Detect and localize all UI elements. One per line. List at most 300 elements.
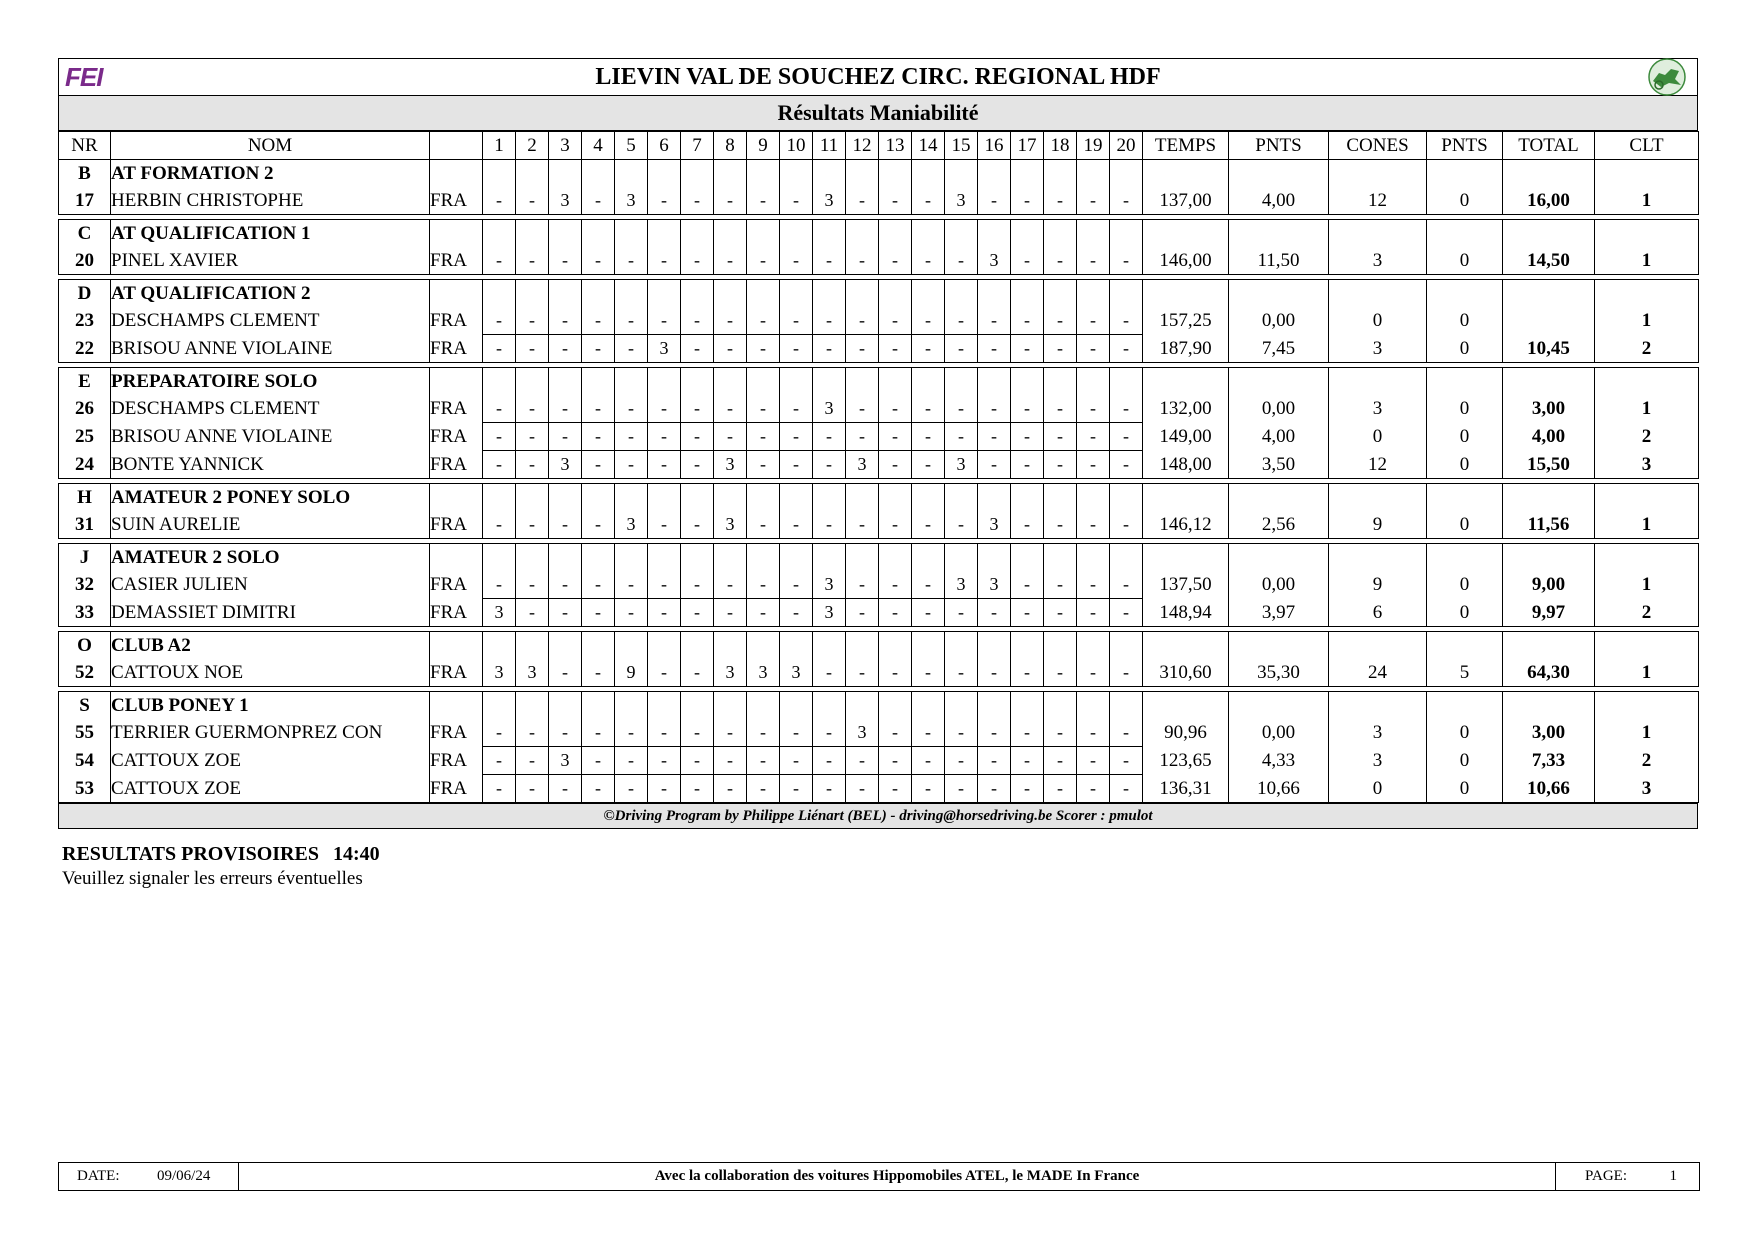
obstacle-penalty: -	[582, 659, 615, 687]
obstacle-penalty: -	[747, 511, 780, 539]
obstacle-penalty: -	[483, 451, 516, 479]
col-obstacle: 6	[648, 132, 681, 160]
blank-cell	[1110, 160, 1143, 188]
obstacle-penalty: -	[648, 775, 681, 803]
col-obstacle: 16	[978, 132, 1011, 160]
obstacle-penalty: -	[1011, 423, 1044, 451]
blank-cell	[1503, 160, 1595, 188]
time-points: 3,97	[1229, 599, 1329, 627]
blank-cell	[582, 160, 615, 188]
obstacle-penalty: 3	[747, 659, 780, 687]
time: 123,65	[1143, 747, 1229, 775]
obstacle-penalty: -	[912, 747, 945, 775]
competitor-row	[59, 747, 1699, 775]
results-sheet	[58, 58, 1698, 829]
obstacle-penalty: -	[615, 335, 648, 363]
blank-cell	[483, 160, 516, 188]
obstacle-penalty: -	[879, 307, 912, 335]
obstacle-penalty: -	[1044, 423, 1077, 451]
col-cones: CONES	[1329, 132, 1427, 160]
obstacle-penalty: -	[1110, 335, 1143, 363]
blank-cell	[681, 692, 714, 720]
obstacle-penalty: -	[846, 571, 879, 599]
obstacle-penalty: -	[846, 395, 879, 423]
obstacle-penalty: -	[978, 423, 1011, 451]
blank-cell	[648, 160, 681, 188]
blank-cell	[1044, 160, 1077, 188]
blank-cell	[1143, 692, 1229, 720]
obstacle-penalty: -	[615, 719, 648, 747]
blank-cell	[813, 160, 846, 188]
obstacle-penalty: -	[681, 423, 714, 451]
obstacle-penalty: -	[846, 247, 879, 275]
obstacle-penalty: -	[714, 335, 747, 363]
cone-points: 0	[1427, 747, 1503, 775]
obstacle-penalty: -	[1110, 511, 1143, 539]
obstacle-penalty: -	[879, 571, 912, 599]
ranking: 2	[1595, 335, 1699, 363]
obstacle-penalty: -	[582, 395, 615, 423]
obstacle-penalty: 3	[945, 187, 978, 215]
competitor-number: 31	[59, 511, 111, 539]
class-header-row	[59, 544, 1699, 572]
blank-cell	[1229, 368, 1329, 396]
time: 157,25	[1143, 307, 1229, 335]
blank-cell	[549, 692, 582, 720]
blank-cell	[813, 368, 846, 396]
obstacle-penalty: -	[516, 571, 549, 599]
blank-cell	[1503, 220, 1595, 248]
obstacle-penalty: -	[945, 747, 978, 775]
competitor-name: BONTE YANNICK	[111, 451, 430, 479]
blank-cell	[846, 160, 879, 188]
class-name: AT QUALIFICATION 1	[111, 220, 430, 248]
cone-points: 5	[1427, 659, 1503, 687]
obstacle-penalty: -	[846, 747, 879, 775]
blank-cell	[879, 220, 912, 248]
blank-cell	[780, 280, 813, 308]
obstacle-penalty: -	[1110, 659, 1143, 687]
blank-cell	[582, 280, 615, 308]
class-header-row	[59, 632, 1699, 660]
blank-cell	[714, 368, 747, 396]
time: 146,00	[1143, 247, 1229, 275]
blank-cell	[879, 280, 912, 308]
obstacle-penalty: -	[1011, 187, 1044, 215]
blank-cell	[516, 632, 549, 660]
competitor-row	[59, 719, 1699, 747]
total: 16,00	[1503, 187, 1595, 215]
competitor-row	[59, 395, 1699, 423]
obstacle-penalty: -	[879, 599, 912, 627]
blank-cell	[912, 632, 945, 660]
blank-cell	[945, 632, 978, 660]
blank-cell	[1427, 280, 1503, 308]
competitor-number: 53	[59, 775, 111, 803]
obstacle-penalty: -	[582, 719, 615, 747]
obstacle-penalty: -	[846, 187, 879, 215]
competitor-number: 24	[59, 451, 111, 479]
obstacle-penalty: 3	[549, 187, 582, 215]
obstacle-penalty: -	[879, 187, 912, 215]
obstacle-penalty: -	[582, 599, 615, 627]
blank-cell	[1077, 160, 1110, 188]
ranking: 1	[1595, 247, 1699, 275]
time-points: 2,56	[1229, 511, 1329, 539]
obstacle-penalty: -	[615, 247, 648, 275]
blank-cell	[483, 544, 516, 572]
cones: 12	[1329, 451, 1427, 479]
blank-cell	[912, 220, 945, 248]
blank-cell	[1011, 692, 1044, 720]
blank-cell	[813, 544, 846, 572]
obstacle-penalty: 3	[516, 659, 549, 687]
nation: FRA	[430, 307, 483, 335]
obstacle-penalty: -	[978, 451, 1011, 479]
obstacle-penalty: -	[1011, 335, 1044, 363]
competitor-number: 33	[59, 599, 111, 627]
competitor-name: CATTOUX ZOE	[111, 747, 430, 775]
class-name: AT FORMATION 2	[111, 160, 430, 188]
cones: 3	[1329, 719, 1427, 747]
obstacle-penalty: -	[912, 335, 945, 363]
competitor-row	[59, 451, 1699, 479]
total: 14,50	[1503, 247, 1595, 275]
obstacle-penalty: -	[813, 511, 846, 539]
blank-cell	[549, 544, 582, 572]
obstacle-penalty: -	[813, 335, 846, 363]
blank-cell	[516, 544, 549, 572]
competitor-row	[59, 511, 1699, 539]
program-credit: ©Driving Program by Philippe Liénart (BEL) - driving@horsedriving.be Scorer : pmulot	[58, 803, 1698, 829]
blank-cell	[1110, 544, 1143, 572]
obstacle-penalty: -	[483, 307, 516, 335]
blank-cell	[1110, 220, 1143, 248]
obstacle-penalty: -	[1077, 775, 1110, 803]
blank-cell	[430, 544, 483, 572]
obstacle-penalty: -	[912, 247, 945, 275]
obstacle-penalty: -	[945, 335, 978, 363]
obstacle-penalty: -	[846, 659, 879, 687]
col-obstacle: 18	[1044, 132, 1077, 160]
obstacle-penalty: -	[1077, 511, 1110, 539]
total: 9,00	[1503, 571, 1595, 599]
obstacle-penalty: -	[1110, 187, 1143, 215]
class-header-row	[59, 368, 1699, 396]
blank-cell	[978, 544, 1011, 572]
blank-cell	[1011, 544, 1044, 572]
obstacle-penalty: -	[912, 719, 945, 747]
obstacle-penalty: -	[681, 719, 714, 747]
total	[1503, 307, 1595, 335]
ranking: 1	[1595, 511, 1699, 539]
obstacle-penalty: -	[1011, 247, 1044, 275]
obstacle-penalty: -	[516, 511, 549, 539]
obstacle-penalty: -	[582, 335, 615, 363]
obstacle-penalty: -	[714, 307, 747, 335]
col-obstacle: 17	[1011, 132, 1044, 160]
obstacle-penalty: 3	[780, 659, 813, 687]
obstacle-penalty: -	[714, 423, 747, 451]
blank-cell	[1427, 544, 1503, 572]
cones: 12	[1329, 187, 1427, 215]
total: 10,45	[1503, 335, 1595, 363]
col-obstacle: 1	[483, 132, 516, 160]
obstacle-penalty: -	[483, 335, 516, 363]
obstacle-penalty: -	[1011, 775, 1044, 803]
blank-cell	[912, 160, 945, 188]
obstacle-penalty: -	[549, 423, 582, 451]
blank-cell	[1143, 220, 1229, 248]
blank-cell	[582, 368, 615, 396]
blank-cell	[1329, 160, 1427, 188]
obstacle-penalty: -	[714, 571, 747, 599]
obstacle-penalty: -	[912, 307, 945, 335]
obstacle-penalty: -	[978, 747, 1011, 775]
obstacle-penalty: -	[879, 775, 912, 803]
obstacle-penalty: -	[681, 659, 714, 687]
obstacle-penalty: -	[483, 247, 516, 275]
errors-note: Veuillez signaler les erreurs éventuelles	[62, 868, 363, 889]
class-code: O	[59, 632, 111, 660]
nation: FRA	[430, 775, 483, 803]
title-bar	[58, 58, 1698, 95]
obstacle-penalty: -	[1011, 747, 1044, 775]
obstacle-penalty: -	[681, 775, 714, 803]
nation: FRA	[430, 571, 483, 599]
blank-cell	[430, 220, 483, 248]
time: 148,00	[1143, 451, 1229, 479]
obstacle-penalty: -	[615, 451, 648, 479]
obstacle-penalty: -	[1044, 659, 1077, 687]
obstacle-penalty: -	[879, 395, 912, 423]
obstacle-penalty: -	[846, 423, 879, 451]
blank-cell	[1229, 544, 1329, 572]
blank-cell	[1110, 632, 1143, 660]
blank-cell	[1229, 692, 1329, 720]
obstacle-penalty: -	[1077, 335, 1110, 363]
blank-cell	[1110, 484, 1143, 512]
obstacle-penalty: -	[615, 423, 648, 451]
ranking: 1	[1595, 571, 1699, 599]
obstacle-penalty: -	[912, 451, 945, 479]
blank-cell	[978, 280, 1011, 308]
class-header-row	[59, 692, 1699, 720]
obstacle-penalty: -	[582, 307, 615, 335]
competitor-name: HERBIN CHRISTOPHE	[111, 187, 430, 215]
blank-cell	[747, 220, 780, 248]
blank-cell	[483, 632, 516, 660]
blank-cell	[430, 368, 483, 396]
obstacle-penalty: -	[780, 775, 813, 803]
col-temps: TEMPS	[1143, 132, 1229, 160]
cones: 0	[1329, 423, 1427, 451]
obstacle-penalty: -	[1110, 247, 1143, 275]
blank-cell	[846, 280, 879, 308]
obstacle-penalty: -	[912, 775, 945, 803]
blank-cell	[846, 632, 879, 660]
time-points: 0,00	[1229, 395, 1329, 423]
results-subtitle: Résultats Maniabilité	[58, 95, 1698, 131]
class-name: AMATEUR 2 SOLO	[111, 544, 430, 572]
col-obstacle: 10	[780, 132, 813, 160]
blank-cell	[1110, 368, 1143, 396]
blank-cell	[681, 632, 714, 660]
col-obstacle: 9	[747, 132, 780, 160]
obstacle-penalty: -	[483, 423, 516, 451]
competitor-name: DESCHAMPS CLEMENT	[111, 395, 430, 423]
provisional-time: 14:40	[332, 843, 380, 865]
col-obstacle: 20	[1110, 132, 1143, 160]
nation: FRA	[430, 719, 483, 747]
obstacle-penalty: -	[879, 511, 912, 539]
blank-cell	[879, 692, 912, 720]
obstacle-penalty: -	[978, 395, 1011, 423]
col-obstacle: 14	[912, 132, 945, 160]
obstacle-penalty: -	[978, 599, 1011, 627]
results-table	[58, 131, 1699, 803]
obstacle-penalty: -	[681, 335, 714, 363]
blank-cell	[1229, 484, 1329, 512]
blank-cell	[1503, 368, 1595, 396]
obstacle-penalty: -	[582, 423, 615, 451]
obstacle-penalty: -	[681, 451, 714, 479]
time: 310,60	[1143, 659, 1229, 687]
obstacle-penalty: -	[945, 307, 978, 335]
blank-cell	[780, 692, 813, 720]
time-points: 11,50	[1229, 247, 1329, 275]
obstacle-penalty: -	[1077, 719, 1110, 747]
competitor-row	[59, 335, 1699, 363]
obstacle-penalty: -	[1011, 571, 1044, 599]
blank-cell	[582, 692, 615, 720]
competitor-number: 17	[59, 187, 111, 215]
obstacle-penalty: 3	[714, 451, 747, 479]
blank-cell	[747, 632, 780, 660]
obstacle-penalty: -	[813, 775, 846, 803]
blank-cell	[516, 160, 549, 188]
obstacle-penalty: -	[648, 659, 681, 687]
blank-cell	[1011, 220, 1044, 248]
obstacle-penalty: -	[1110, 571, 1143, 599]
obstacle-penalty: -	[549, 335, 582, 363]
blank-cell	[846, 692, 879, 720]
obstacle-penalty: -	[648, 307, 681, 335]
competitor-name: DESCHAMPS CLEMENT	[111, 307, 430, 335]
blank-cell	[813, 280, 846, 308]
blank-cell	[1329, 220, 1427, 248]
competitor-row	[59, 247, 1699, 275]
obstacle-penalty: -	[714, 719, 747, 747]
class-code: B	[59, 160, 111, 188]
obstacle-penalty: -	[780, 335, 813, 363]
cone-points: 0	[1427, 395, 1503, 423]
provisional-label: RESULTATS PROVISOIRES	[62, 843, 319, 865]
col-obstacle: 7	[681, 132, 714, 160]
obstacle-penalty: -	[1110, 747, 1143, 775]
blank-cell	[1503, 692, 1595, 720]
obstacle-penalty: -	[978, 335, 1011, 363]
obstacle-penalty: -	[648, 747, 681, 775]
blank-cell	[945, 220, 978, 248]
obstacle-penalty: -	[516, 423, 549, 451]
obstacle-penalty: -	[1077, 747, 1110, 775]
ranking: 2	[1595, 423, 1699, 451]
obstacle-penalty: 3	[945, 451, 978, 479]
obstacle-penalty: 3	[483, 659, 516, 687]
obstacle-penalty: -	[483, 571, 516, 599]
obstacle-penalty: 3	[648, 335, 681, 363]
class-code: H	[59, 484, 111, 512]
cones: 3	[1329, 395, 1427, 423]
blank-cell	[978, 484, 1011, 512]
obstacle-penalty: -	[1011, 395, 1044, 423]
obstacle-penalty: -	[1044, 307, 1077, 335]
blank-cell	[615, 220, 648, 248]
obstacle-penalty: 3	[714, 659, 747, 687]
obstacle-penalty: -	[582, 247, 615, 275]
cone-points: 0	[1427, 511, 1503, 539]
obstacle-penalty: -	[516, 187, 549, 215]
blank-cell	[1427, 160, 1503, 188]
blank-cell	[945, 484, 978, 512]
obstacle-penalty: -	[1077, 659, 1110, 687]
blank-cell	[1044, 692, 1077, 720]
cones: 9	[1329, 571, 1427, 599]
col-obstacle: 15	[945, 132, 978, 160]
blank-cell	[1427, 220, 1503, 248]
obstacle-penalty: -	[846, 775, 879, 803]
obstacle-penalty: -	[912, 395, 945, 423]
blank-cell	[430, 280, 483, 308]
obstacle-penalty: -	[978, 307, 1011, 335]
blank-cell	[978, 368, 1011, 396]
obstacle-penalty: -	[1011, 451, 1044, 479]
page-number: 1	[1669, 1168, 1677, 1184]
obstacle-penalty: -	[747, 395, 780, 423]
obstacle-penalty: -	[1110, 719, 1143, 747]
obstacle-penalty: -	[714, 187, 747, 215]
blank-cell	[747, 368, 780, 396]
class-name: AMATEUR 2 PONEY SOLO	[111, 484, 430, 512]
blank-cell	[1143, 160, 1229, 188]
blank-cell	[1595, 280, 1699, 308]
cone-points: 0	[1427, 187, 1503, 215]
obstacle-penalty: -	[549, 719, 582, 747]
competitor-name: BRISOU ANNE VIOLAINE	[111, 335, 430, 363]
cones: 24	[1329, 659, 1427, 687]
cone-points: 0	[1427, 719, 1503, 747]
obstacle-penalty: -	[549, 571, 582, 599]
page-footer	[58, 1162, 1700, 1191]
blank-cell	[912, 368, 945, 396]
blank-cell	[846, 368, 879, 396]
blank-cell	[582, 632, 615, 660]
blank-cell	[483, 484, 516, 512]
competitor-name: CATTOUX NOE	[111, 659, 430, 687]
blank-cell	[714, 280, 747, 308]
blank-cell	[1143, 368, 1229, 396]
total: 3,00	[1503, 719, 1595, 747]
obstacle-penalty: -	[681, 599, 714, 627]
blank-cell	[813, 484, 846, 512]
competitor-number: 54	[59, 747, 111, 775]
obstacle-penalty: -	[516, 247, 549, 275]
obstacle-penalty: -	[846, 335, 879, 363]
cone-points: 0	[1427, 451, 1503, 479]
blank-cell	[978, 160, 1011, 188]
blank-cell	[615, 692, 648, 720]
